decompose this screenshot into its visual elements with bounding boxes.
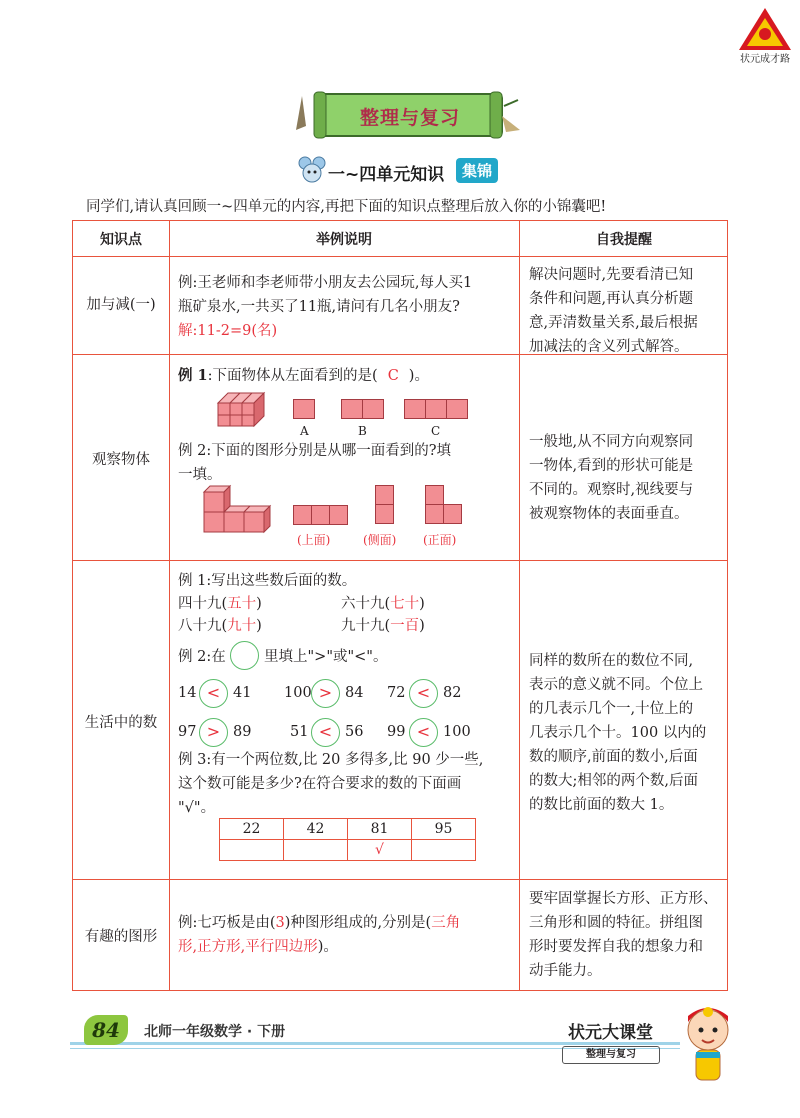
next-number-1 xyxy=(178,592,262,616)
tip-line: 条件和问题,再认真分析题 xyxy=(529,291,694,307)
side-view-square xyxy=(375,485,394,505)
compare-sign: < xyxy=(409,679,438,708)
topic-shapes: 有趣的图形 xyxy=(84,929,158,945)
view-a-square xyxy=(293,399,315,419)
row3-tip xyxy=(529,649,706,817)
compare-left: 99 xyxy=(387,724,406,740)
brand-name: 状元大课堂 xyxy=(568,1023,653,1043)
choice-cell: 95 xyxy=(412,819,476,840)
q: 九十九( xyxy=(341,618,391,634)
choice-cell: 22 xyxy=(220,819,284,840)
tip-line: 被观察物体的表面垂直。 xyxy=(529,506,689,522)
s: ) xyxy=(256,596,262,612)
cube-stack-figure xyxy=(216,389,272,427)
answer: 三角 xyxy=(431,915,461,931)
front-view-square xyxy=(425,485,444,505)
next-number-4 xyxy=(341,614,425,638)
ex2-prefix: 例 2:在 xyxy=(178,649,226,665)
a: 七十 xyxy=(390,596,420,612)
front-view-square xyxy=(425,504,444,524)
ex2-line: 例 2:下面的图形分别是从哪一面看到的?填 xyxy=(178,443,451,459)
mark-cell xyxy=(220,840,284,861)
ex2-suffix: 里填上">"或"<"。 xyxy=(264,649,388,665)
compare-sign: < xyxy=(311,718,340,747)
tip-line: 同样的数所在的数位不同, xyxy=(529,653,694,669)
compare-left: 97 xyxy=(178,724,197,740)
mark-cell xyxy=(284,840,348,861)
a: 一百 xyxy=(390,618,420,634)
ex-text: :下面物体从左面看到的是( xyxy=(207,368,378,384)
compare-left: 100 xyxy=(284,685,312,701)
tip-line: 几表示几个十。100 以内的 xyxy=(529,725,707,741)
topic-addition: 加与减(一) xyxy=(86,297,156,313)
compare-right: 89 xyxy=(233,724,252,740)
subtitle-badge: 集锦 xyxy=(456,158,498,183)
topic-observation: 观察物体 xyxy=(92,452,150,468)
compare-right: 41 xyxy=(233,685,252,701)
a: 五十 xyxy=(227,596,257,612)
mouse-mascot-icon xyxy=(298,156,326,186)
section-title: 整理与复习 xyxy=(359,107,460,129)
ex-suffix: )。 xyxy=(408,368,429,384)
row3-ex3 xyxy=(178,748,483,820)
compare-left: 51 xyxy=(290,724,309,740)
tip-line: 的数大;相邻的两个数,后面 xyxy=(529,773,698,789)
row2-ex2 xyxy=(178,439,451,487)
topic-numbers: 生活中的数 xyxy=(84,715,158,731)
row2-ex1 xyxy=(178,364,429,388)
row1-line: 例:王老师和李老师带小朋友去公园玩,每人买1 xyxy=(178,275,473,291)
page-number: 84 xyxy=(84,1015,128,1045)
knowledge-table xyxy=(72,220,728,991)
answer-side: (侧面) xyxy=(363,533,397,547)
mark-cell xyxy=(412,840,476,861)
text: )种图形组成的,分别是( xyxy=(284,915,432,931)
ex-answer: C xyxy=(387,368,399,384)
next-number-2 xyxy=(341,592,425,616)
row4-example xyxy=(178,911,460,959)
next-number-3 xyxy=(178,614,262,638)
row4-tip xyxy=(529,887,718,983)
view-b-square xyxy=(341,399,363,419)
ex3-line: 例 3:有一个两位数,比 20 多得多,比 90 少一些, xyxy=(178,752,484,768)
view-b-square xyxy=(362,399,384,419)
row2-tip xyxy=(529,430,693,526)
q: 六十九( xyxy=(341,596,391,612)
tip-line: 表示的意义就不同。个位上 xyxy=(529,677,703,693)
s: ) xyxy=(419,618,425,634)
compare-sign: > xyxy=(311,679,340,708)
compare-left: 14 xyxy=(178,685,197,701)
compare-sign: > xyxy=(199,718,228,747)
tip-line: 加减法的含义列式解答。 xyxy=(529,339,689,355)
row1-example xyxy=(178,271,472,343)
top-view-square xyxy=(311,505,330,525)
ex3-line: 这个数可能是多少?在符合要求的数的下面画 xyxy=(178,776,462,792)
tip-line: 三角形和圆的特征。拼组图 xyxy=(529,915,703,931)
blank-circle-icon xyxy=(230,641,259,670)
ex1-line: 例 1:写出这些数后面的数。 xyxy=(178,573,357,589)
tip-line: 意,弄清数量关系,最后根据 xyxy=(529,315,698,331)
s: ) xyxy=(419,596,425,612)
book-title: 北师一年级数学 · 下册 xyxy=(144,1024,286,1040)
tip-line: 的几表示几个一,十位上的 xyxy=(529,701,694,717)
tip-line: 一般地,从不同方向观察同 xyxy=(529,434,694,450)
view-c-square xyxy=(425,399,447,419)
ex2-line: 一填。 xyxy=(178,467,222,483)
tip-line: 数的顺序,前面的数小,后面 xyxy=(529,749,698,765)
s: ) xyxy=(256,618,262,634)
tip-line: 形时要发挥自我的想象力和 xyxy=(529,939,703,955)
tip-line: 要牢固掌握长方形、正方形、 xyxy=(529,891,718,907)
compare-sign: < xyxy=(199,679,228,708)
header-example: 举例说明 xyxy=(316,232,372,248)
text: 例:七巧板是由( xyxy=(178,915,276,931)
logo-text: 状元成才路 xyxy=(740,54,790,65)
l-shape-figure xyxy=(202,484,274,536)
choice-cell: 42 xyxy=(284,819,348,840)
header-topic: 知识点 xyxy=(100,232,142,248)
compare-left: 72 xyxy=(387,685,406,701)
answer: 3 xyxy=(275,915,285,931)
a: 九十 xyxy=(227,618,257,634)
compare-right: 84 xyxy=(345,685,364,701)
ex-prefix: 例 1 xyxy=(178,367,208,384)
mascot-icon xyxy=(676,1000,740,1088)
label-b: B xyxy=(358,424,367,438)
header-reminder: 自我提醒 xyxy=(596,232,652,248)
compare-right: 100 xyxy=(443,724,471,740)
subtitle: 一~四单元知识 xyxy=(328,165,445,185)
top-view-square xyxy=(293,505,312,525)
check-mark: √ xyxy=(348,840,412,861)
answer-front: (正面) xyxy=(423,533,457,547)
view-c-square xyxy=(446,399,468,419)
top-view-square xyxy=(329,505,348,525)
tip-line: 一物体,看到的形状可能是 xyxy=(529,458,694,474)
footer-tag: 整理与复习 xyxy=(562,1046,660,1064)
tip-line: 不同的。观察时,视线要与 xyxy=(529,482,694,498)
answer: 形,正方形,平行四边形 xyxy=(178,939,318,955)
choice-table xyxy=(219,818,476,861)
label-a: A xyxy=(300,424,309,438)
tip-line: 动手能力。 xyxy=(529,963,602,979)
row3-ex1 xyxy=(178,569,356,593)
tip-line: 的数比前面的数大 1。 xyxy=(529,797,674,813)
compare-sign: < xyxy=(409,718,438,747)
ex3-line: "√"。 xyxy=(178,800,216,816)
compare-right: 56 xyxy=(345,724,364,740)
row1-line: 瓶矿泉水,一共买了11瓶,请问有几名小朋友? xyxy=(178,299,460,315)
choice-cell: 81 xyxy=(348,819,412,840)
row1-tip xyxy=(529,263,698,359)
q: 八十九( xyxy=(178,618,228,634)
q: 四十九( xyxy=(178,596,228,612)
front-view-square xyxy=(443,504,462,524)
row1-answer: 解:11-2=9(名) xyxy=(178,323,278,339)
side-view-square xyxy=(375,504,394,524)
text: )。 xyxy=(317,939,338,955)
answer-top: (上面) xyxy=(297,533,331,547)
compare-right: 82 xyxy=(443,685,462,701)
tip-line: 解决问题时,先要看清已知 xyxy=(529,267,694,283)
view-c-square xyxy=(404,399,426,419)
label-c: C xyxy=(431,424,441,438)
intro-text: 同学们,请认真回顾一~四单元的内容,再把下面的知识点整理后放入你的小锦囊吧! xyxy=(86,199,607,215)
